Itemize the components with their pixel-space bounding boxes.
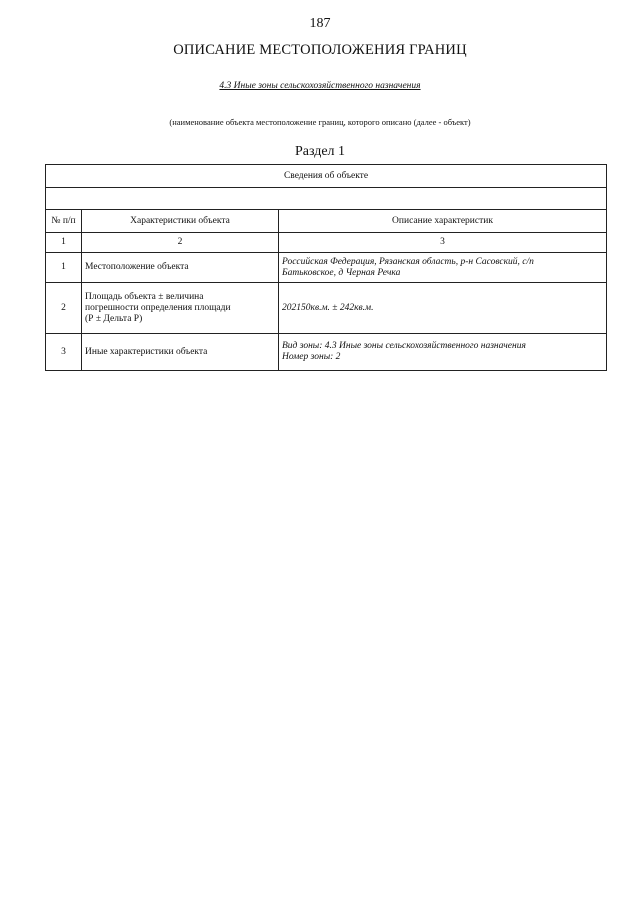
object-name-caption: (наименование объекта местоположение границ, которого описано (далее - объект) — [169, 117, 471, 127]
column-number-2: 2 — [82, 233, 279, 253]
column-header-num: № п/п — [46, 210, 82, 233]
table-spacer-cell — [46, 188, 607, 210]
row-description-line: Вид зоны: 4.3 Иные зоны сельскохозяйственного назначения — [282, 341, 526, 351]
row-characteristic: Иные характеристики объекта — [82, 334, 279, 371]
column-header-description: Описание характеристик — [279, 210, 607, 233]
row-characteristic-line: погрешности определения площади — [85, 302, 231, 313]
row-characteristic-line: Площадь объекта ± величина — [85, 291, 204, 302]
table-header: Сведения об объекте — [46, 165, 607, 188]
row-characteristic — [82, 283, 279, 334]
row-number: 2 — [46, 283, 82, 334]
row-description — [279, 334, 607, 371]
row-description: 202150кв.м. ± 242кв.м. — [279, 283, 607, 334]
section-title: Раздел 1 — [294, 144, 346, 159]
row-characteristic: Местоположение объекта — [82, 253, 279, 283]
column-number-3: 3 — [279, 233, 607, 253]
row-description-line: Батьковское, д Черная Речка — [282, 267, 401, 278]
page-number: 187 — [309, 16, 331, 31]
column-header-characteristic: Характеристики объекта — [82, 210, 279, 233]
row-description — [279, 253, 607, 283]
table-spacer-row — [46, 188, 607, 210]
column-header-row — [46, 210, 607, 233]
table-row — [46, 334, 607, 371]
row-characteristic-line: (Р ± Дельта Р) — [85, 313, 143, 324]
row-description-line: Номер зоны: 2 — [282, 352, 341, 362]
column-number-1: 1 — [46, 233, 82, 253]
column-number-row — [46, 233, 607, 253]
object-name — [0, 81, 640, 91]
object-name-text: 4.3 Иные зоны сельскохозяйственного назначения — [219, 81, 421, 91]
row-description-line: Российская Федерация, Рязанская область, р-н Сасовский, с/п — [282, 256, 534, 267]
table-row — [46, 253, 607, 283]
row-number: 1 — [46, 253, 82, 283]
table-header-row — [46, 165, 607, 188]
row-number: 3 — [46, 334, 82, 371]
document-title: ОПИСАНИЕ МЕСТОПОЛОЖЕНИЯ ГРАНИЦ — [173, 42, 467, 58]
table-row — [46, 283, 607, 334]
object-info-table — [45, 164, 607, 371]
